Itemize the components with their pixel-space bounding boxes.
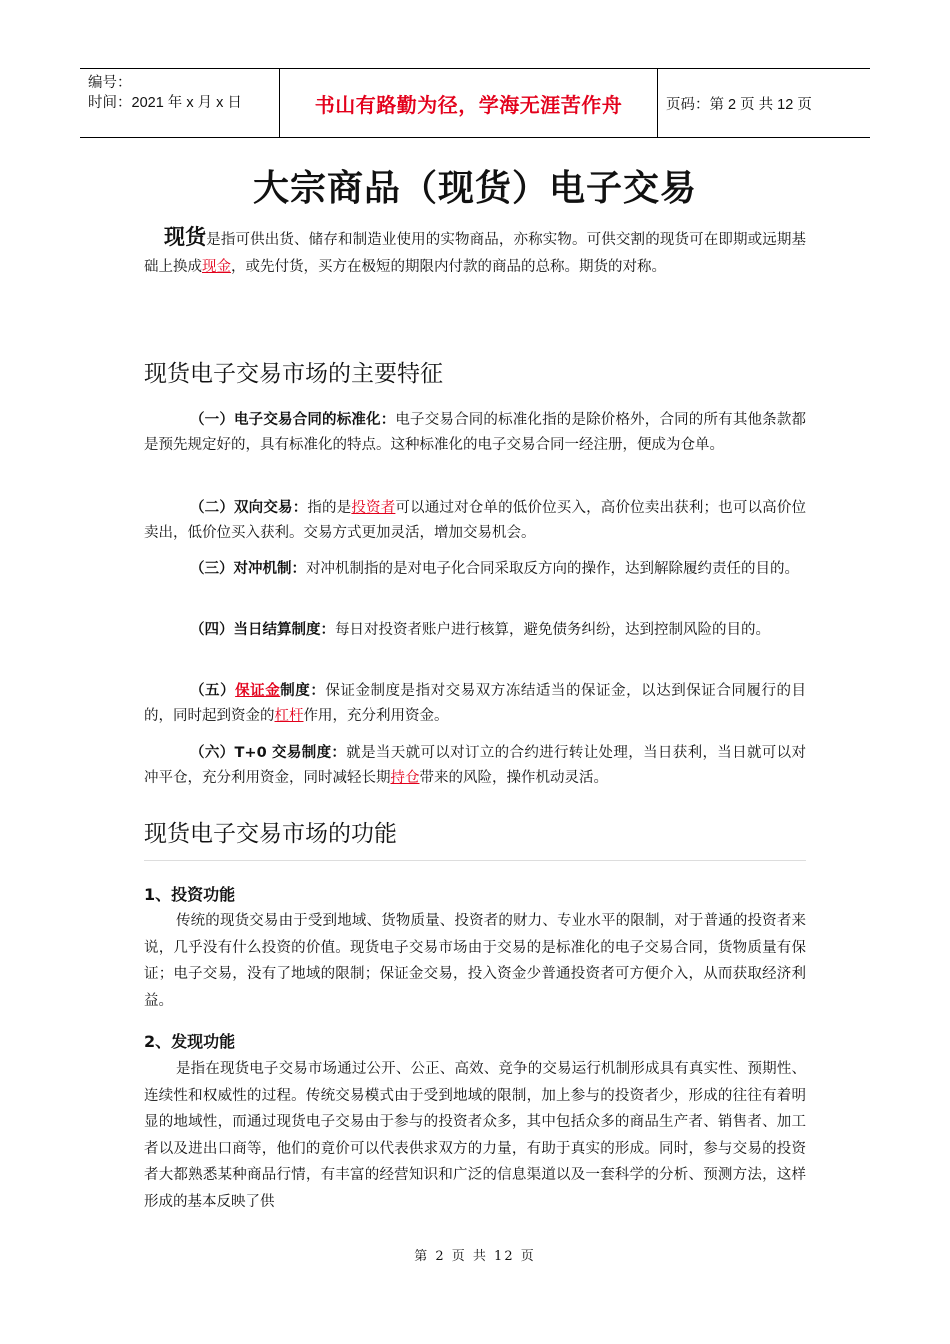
cash-link[interactable]: 现金 <box>202 259 231 275</box>
leverage-link[interactable]: 杠杆 <box>274 708 304 724</box>
feature-text: 每日对投资者账户进行核算，避免债务纠纷，达到控制风险的目的。 <box>335 622 770 638</box>
feature-item-3 <box>144 557 806 582</box>
feature-lead: （五） <box>190 683 236 699</box>
feature-text: 可以通过对仓单的低价位买入，高价位卖出获利；也可以高价位卖出，低价位买入获利。交易方式更加灵活，增加交易机会。 <box>144 500 807 541</box>
feature-lead: （一）电子交易合同的标准化： <box>190 412 396 428</box>
document-title: 大宗商品（现货）电子交易 <box>252 168 697 209</box>
section-divider <box>144 860 806 861</box>
discovery-text: 是指在现货电子交易市场通过公开、公正、高效、竞争的交易运行机制形成具有真实性、预期性、连续性和权威性的过程。传统交易模式由于受到地域的限制，加上参与的投资者少，形成的往往有着明显的地域性，而通过现货电子交易由于参与的投资者众多，其中包括众多的商品生产者、销售者、加工者以及进出口商等，他们的竟价可以代表供求双方的力量，有助于真实的形成。同时，参与交易的投资者大都熟悉某种商品行情，有丰富的经营知识和广泛的信息渠道以及一套科学的分析、预测方法，这样形成的基本反映了供 <box>144 1061 806 1210</box>
feature-text: 指的是 <box>307 500 352 516</box>
investor-link[interactable]: 投资者 <box>351 500 396 516</box>
intro-text-1: 是指可供出货、储存和制造业使用的实物商品，亦称实物。可供交割的现货可在即期或远期基础上换成 <box>144 232 806 275</box>
feature-item-5 <box>144 679 806 729</box>
intro-paragraph <box>144 224 806 281</box>
header-motto: 书山有路勤为径，学海无涯苦作舟 <box>280 69 658 137</box>
feature-lead: （三）对冲机制： <box>190 561 306 577</box>
feature-item-1 <box>144 408 806 458</box>
feature-lead: （四）当日结算制度： <box>190 622 335 638</box>
intro-keyword: 现货 <box>164 225 207 249</box>
investment-paragraph <box>144 908 806 1014</box>
feature-lead: （二）双向交易： <box>190 500 308 516</box>
subheading-investment: 1、投资功能 <box>144 885 236 904</box>
feature-item-2 <box>144 496 806 546</box>
position-link[interactable]: 持仓 <box>390 770 420 786</box>
feature-item-4 <box>144 618 806 643</box>
section-heading-functions: 现货电子交易市场的功能 <box>144 821 397 847</box>
investment-text: 传统的现货交易由于受到地域、货物质量、投资者的财力、专业水平的限制，对于普通的投资者来说，几乎没有什么投资的价值。现货电子交易市场由于交易的是标准化的电子交易合同，货物质量有保证；电子交易，没有了地域的限制；保证金交易，投入资金少普通投资者可方便介入，从而获取经济利益。 <box>144 913 806 1009</box>
feature-text: 带来的风险，操作机动灵活。 <box>419 770 608 786</box>
intro-text-2: ，或先付货，买方在极短的期限内付款的商品的总称。期货的对称。 <box>231 259 666 275</box>
feature-text: 对冲机制指的是对电子化合同采取反方向的操作，达到解除履约责任的目的。 <box>306 561 799 577</box>
page-footer: 第 2 页 共 12 页 <box>414 1249 536 1264</box>
header-page-label: 页码：第 2 页 共 12 页 <box>666 96 812 113</box>
feature-lead-suffix: 制度： <box>280 683 326 699</box>
number-label: 编号： <box>88 75 132 91</box>
feature-text: 保证金制度是指对交易双方冻结适当的保证金，以达到保证合同履行的目的，同时起到资金的 <box>144 683 807 724</box>
time-label: 时间：2021 年 x 月 x 日 <box>88 95 242 111</box>
feature-text: 作用，充分利用资金。 <box>303 708 449 724</box>
header-left-cell <box>80 69 280 137</box>
subheading-discovery: 2、发现功能 <box>144 1032 236 1051</box>
section-heading-features: 现货电子交易市场的主要特征 <box>144 361 443 387</box>
discovery-paragraph <box>144 1056 806 1215</box>
margin-link[interactable]: 保证金 <box>235 683 281 699</box>
feature-item-6 <box>144 741 806 791</box>
header-table <box>80 68 870 138</box>
feature-lead: （六）T+0 交易制度： <box>190 745 347 761</box>
feature-text: 电子交易合同的标准化指的是除价格外，合同的所有其他条款都是预先规定好的，具有标准化的特点。这种标准化的电子交易合同一经注册，便成为仓单。 <box>144 412 806 453</box>
feature-text: 就是当天就可以对订立的合约进行转让处理，当日获利，当日就可以对冲平仓，充分利用资金，同时减轻长期 <box>144 745 806 786</box>
